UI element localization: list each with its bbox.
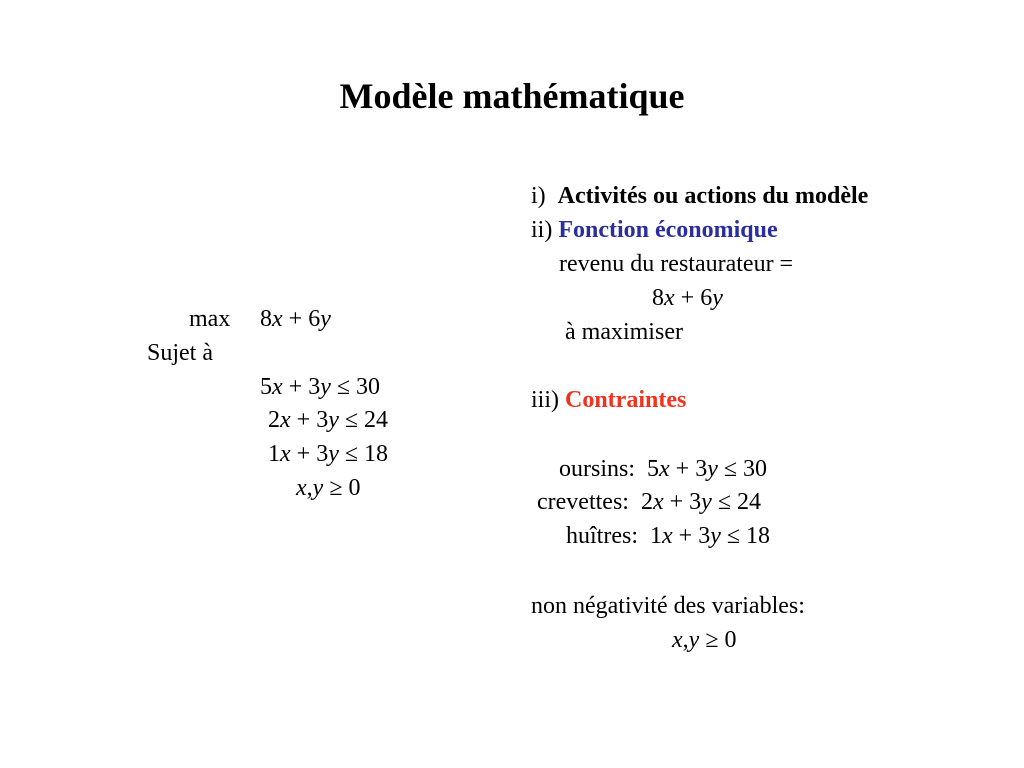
constraints-heading: Contraintes bbox=[565, 387, 687, 413]
nonnegativity-formula: x,y ≥ 0 bbox=[672, 627, 737, 653]
activities-heading: Activités ou actions du modèle bbox=[557, 183, 869, 209]
revenue-text: revenu du restaurateur = bbox=[559, 251, 794, 277]
model-constraint-3: 1x + 3y ≤ 18 bbox=[268, 441, 389, 467]
page-title: Modèle mathématique bbox=[339, 76, 685, 116]
constraint-crevettes: crevettes: 2x + 3y ≤ 24 bbox=[537, 489, 761, 515]
item-constraints: iii) Contraintes bbox=[531, 387, 687, 413]
maximize-text: à maximiser bbox=[565, 319, 683, 345]
operator: + bbox=[282, 306, 309, 332]
item-economic-function: ii) Fonction économique bbox=[531, 217, 778, 243]
subject-to-label: Sujet à bbox=[147, 340, 213, 366]
model-nonnegativity: x,y ≥ 0 bbox=[296, 475, 361, 501]
constraint-oursins: oursins: 5x + 3y ≤ 30 bbox=[559, 456, 768, 482]
model-constraint-2: 2x + 3y ≤ 24 bbox=[268, 407, 389, 433]
var-y: y bbox=[320, 306, 331, 332]
var-x: x bbox=[272, 306, 283, 332]
objective-expression bbox=[260, 304, 331, 334]
objective-line bbox=[189, 304, 230, 334]
nonnegativity-label: non négativité des variables: bbox=[531, 593, 805, 619]
item-activities: i) Activités ou actions du modèle bbox=[531, 183, 869, 209]
objective-coef-y: 6 bbox=[308, 306, 321, 332]
economic-function-heading: Fonction économique bbox=[558, 217, 778, 243]
model-constraint-1: 5x + 3y ≤ 30 bbox=[260, 374, 381, 400]
max-label: max bbox=[189, 306, 231, 332]
constraint-huitres: huîtres: 1x + 3y ≤ 18 bbox=[566, 523, 771, 549]
revenue-formula: 8x + 6y bbox=[652, 285, 723, 311]
objective-coef-x: 8 bbox=[260, 306, 272, 332]
